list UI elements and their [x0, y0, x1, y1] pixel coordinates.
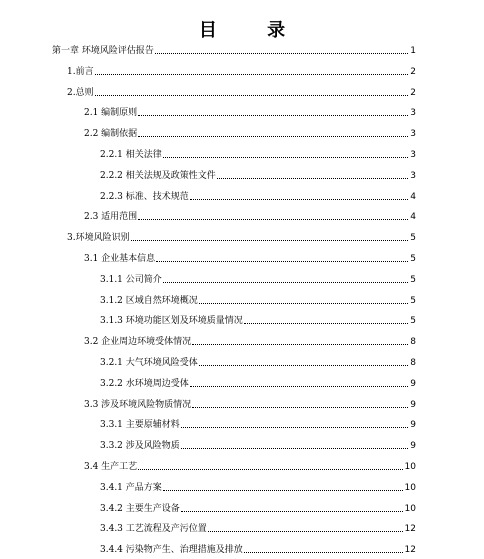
toc-entry-page-number: 3 — [410, 150, 416, 160]
toc-entry-page-number: 8 — [410, 337, 416, 348]
toc-entry-page-number: 5 — [410, 254, 416, 264]
toc-entry-label: 3.2 企业周边环境受体情况 — [84, 337, 192, 348]
toc-leader-dots — [163, 490, 403, 491]
toc-entry-page-number: 3 — [410, 129, 416, 140]
toc-leader-dots — [155, 53, 408, 54]
toc-leader-dots — [95, 74, 409, 75]
toc-entry[interactable] — [84, 125, 416, 139]
toc-leader-dots — [138, 469, 402, 470]
toc-entry[interactable] — [84, 104, 416, 118]
toc-leader-dots — [192, 407, 408, 408]
toc-entry[interactable] — [67, 229, 416, 243]
toc-leader-dots — [156, 261, 408, 262]
toc-entry-page-number: 3 — [410, 170, 416, 181]
toc-entry-label: 2.2.2 相关法规及政策性文件 — [100, 170, 216, 181]
toc-entry-page-number: 12 — [404, 545, 416, 556]
toc-leader-dots — [181, 427, 409, 428]
toc-leader-dots — [199, 303, 409, 304]
toc-entry-page-number: 10 — [404, 503, 416, 514]
toc-entry-label: 3.4 生产工艺 — [84, 462, 138, 472]
toc-entry[interactable] — [100, 146, 416, 160]
toc-entry[interactable] — [84, 250, 416, 264]
toc-entry-page-number: 4 — [410, 191, 416, 202]
toc-entry-page-number: 8 — [410, 358, 416, 368]
toc-entry[interactable] — [100, 312, 416, 326]
toc-entry[interactable] — [84, 458, 416, 472]
toc-entry[interactable] — [84, 396, 416, 410]
toc-entry-page-number: 1 — [410, 46, 416, 56]
toc-entry-label: 3.1.1 公司简介 — [100, 274, 162, 285]
toc-entry-page-number: 9 — [410, 399, 416, 410]
toc-leader-dots — [95, 95, 409, 96]
toc-entry-label: 3.3.1 主要原辅材料 — [100, 420, 180, 431]
toc-entry[interactable] — [100, 271, 416, 285]
toc-leader-dots — [192, 344, 408, 345]
toc-entry-label: 3.3 涉及环境风险物质情况 — [84, 399, 192, 410]
toc-entry[interactable] — [100, 292, 416, 306]
toc-entry[interactable] — [100, 416, 416, 430]
toc-entry-label: 3.4.3 工艺流程及产污位置 — [100, 524, 207, 535]
toc-entry-label: 第一章 环境风险评估报告 — [52, 46, 154, 56]
toc-entry-label: 2.2.3 标准、技术规范 — [100, 191, 189, 202]
toc-entry[interactable] — [84, 208, 416, 222]
toc-leader-dots — [181, 448, 409, 449]
toc-leader-dots — [181, 511, 403, 512]
toc-entry-page-number: 2 — [410, 66, 416, 77]
toc-entry-label: 1.前言 — [67, 66, 94, 77]
toc-entry-page-number: 10 — [404, 482, 416, 493]
toc-leader-dots — [190, 199, 409, 200]
toc-entry-page-number: 2 — [410, 87, 416, 98]
toc-leader-dots — [138, 115, 408, 116]
toc-entry-label: 3.3.2 涉及风险物质 — [100, 441, 180, 452]
toc-entry-page-number: 4 — [410, 212, 416, 223]
toc-entry[interactable] — [100, 500, 416, 514]
toc-entry[interactable] — [52, 42, 416, 56]
toc-entry-page-number: 9 — [410, 378, 416, 389]
toc-entry-page-number: 9 — [410, 420, 416, 431]
toc-entry[interactable] — [67, 84, 416, 98]
toc-entry-label: 3.2.1 大气环境风险受体 — [100, 358, 198, 368]
toc-entry-label: 2.总则 — [67, 87, 94, 98]
toc-leader-dots — [199, 365, 409, 366]
toc-entry-label: 2.3 适用范围 — [84, 212, 138, 223]
toc-entry-label: 3.4.2 主要生产设备 — [100, 503, 180, 514]
toc-entry-page-number: 5 — [410, 316, 416, 327]
toc-entry-page-number: 9 — [410, 441, 416, 452]
toc-entry[interactable] — [100, 479, 416, 493]
toc-entry-page-number: 10 — [404, 462, 416, 472]
toc-entry[interactable] — [100, 520, 416, 534]
toc-entry[interactable] — [100, 188, 416, 202]
toc-entry-label: 3.环境风险识别 — [67, 233, 130, 244]
toc-leader-dots — [208, 531, 403, 532]
toc-leader-dots — [131, 240, 409, 241]
toc-leader-dots — [163, 157, 409, 158]
toc-leader-dots — [163, 282, 409, 283]
toc-entry-label: 2.2 编制依据 — [84, 129, 138, 140]
toc-entry-page-number: 3 — [410, 108, 416, 119]
toc-leader-dots — [244, 552, 403, 553]
toc-entry-label: 3.2.2 水环境周边受体 — [100, 378, 189, 389]
toc-leader-dots — [244, 323, 409, 324]
toc-leader-dots — [190, 386, 409, 387]
toc-entry-label: 3.1.3 环境功能区划及环境质量情况 — [100, 316, 243, 327]
toc-leader-dots — [217, 178, 409, 179]
toc-entry-page-number: 5 — [410, 295, 416, 306]
toc-entry[interactable] — [100, 375, 416, 389]
toc-entry[interactable] — [84, 333, 416, 347]
toc-entry-page-number: 5 — [410, 274, 416, 285]
toc-entry-label: 2.1 编制原则 — [84, 108, 138, 119]
toc-leader-dots — [138, 219, 408, 220]
toc-entry[interactable] — [100, 354, 416, 368]
toc-entry[interactable] — [100, 437, 416, 451]
toc-entry-label: 3.1 企业基本信息 — [84, 254, 156, 264]
toc-entry-label: 3.1.2 区域自然环境概况 — [100, 295, 198, 306]
toc-entry-label: 2.2.1 相关法律 — [100, 150, 162, 160]
toc-leader-dots — [138, 136, 408, 137]
toc-entry-page-number: 12 — [404, 524, 416, 535]
toc-entry-label: 3.4.4 污染物产生、治理措施及排放 — [100, 545, 243, 556]
toc-entry-label: 3.4.1 产品方案 — [100, 482, 162, 493]
toc-entry[interactable] — [67, 63, 416, 77]
toc-entry-page-number: 5 — [410, 233, 416, 244]
toc-title: 目 录 — [198, 20, 308, 41]
toc-entry[interactable] — [100, 541, 416, 555]
toc-entry[interactable] — [100, 167, 416, 181]
